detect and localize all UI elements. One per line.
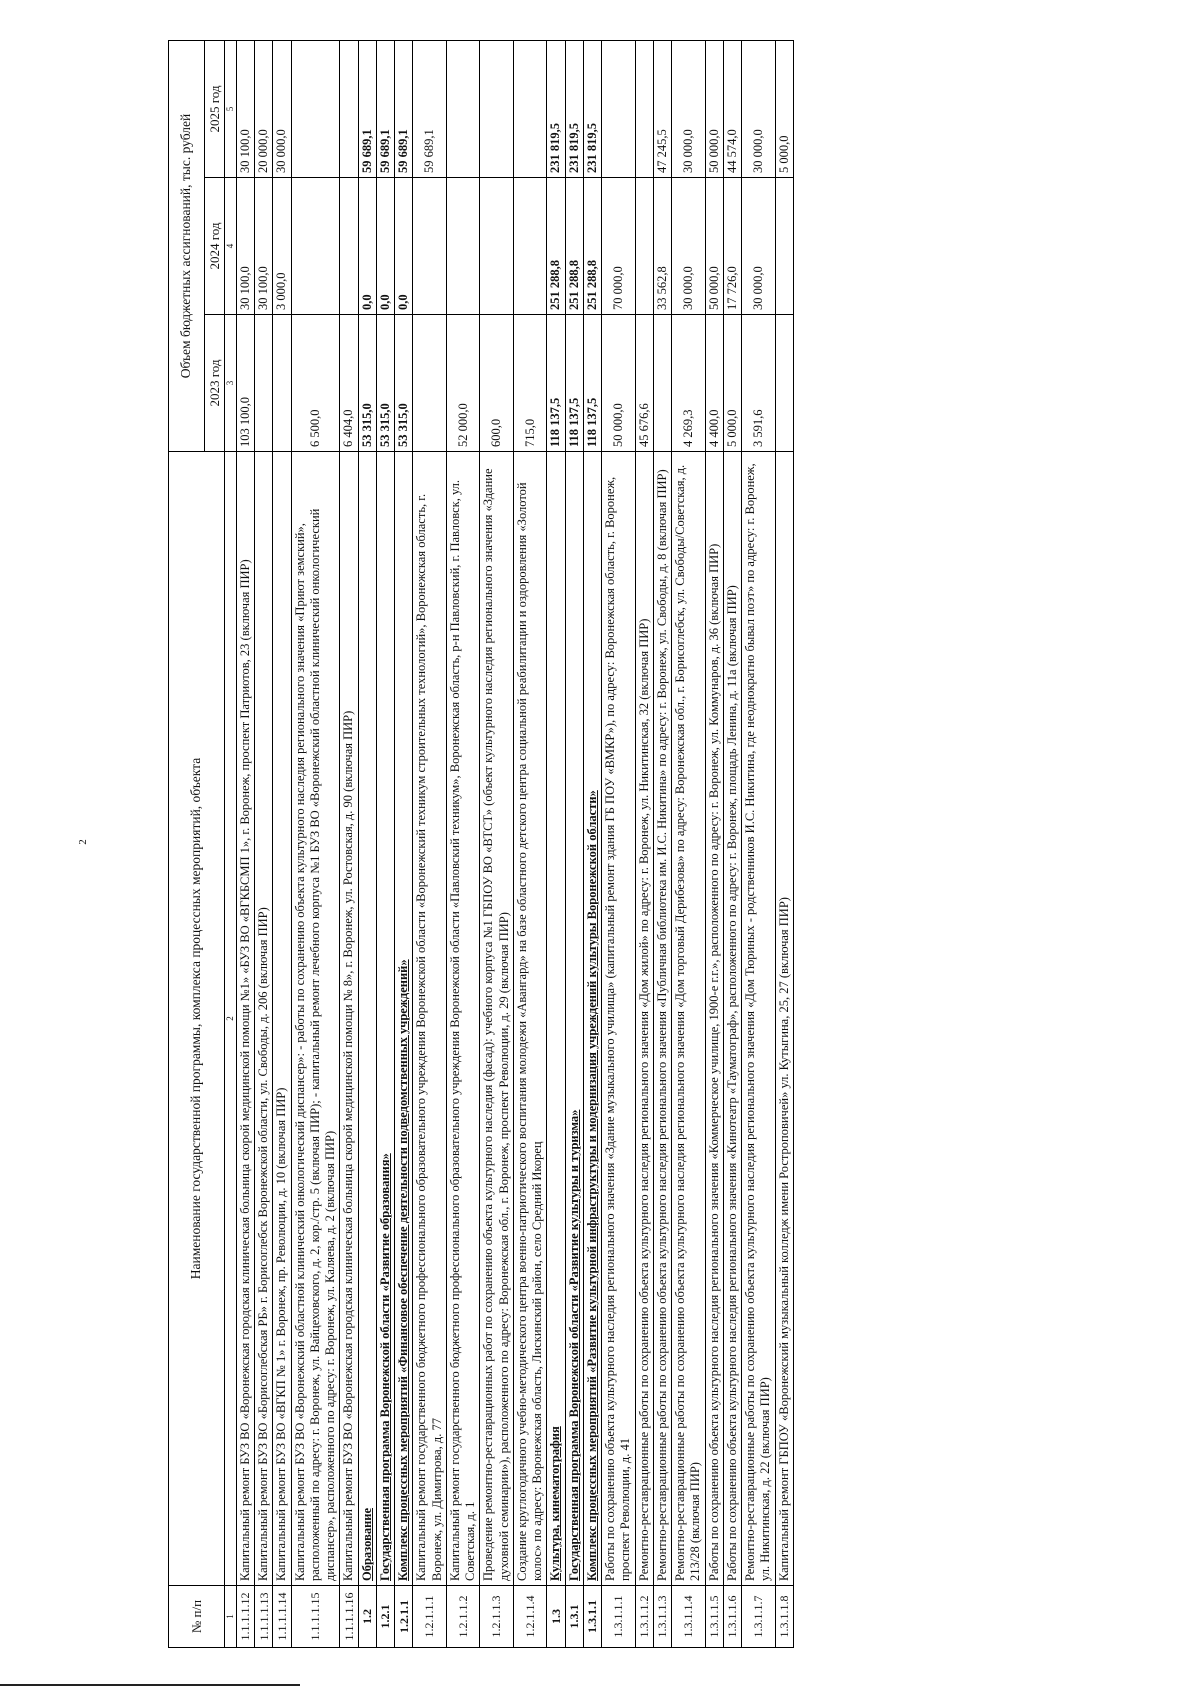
row-value-2024: 0,0 [395, 178, 413, 315]
rotated-page [168, 40, 1068, 1648]
row-value-2025: 30 000,0 [273, 40, 291, 177]
table-row [513, 40, 547, 1647]
row-value-2023: 5 000,0 [723, 315, 741, 452]
table-row [742, 40, 776, 1647]
header-year-2023: 2023 год [205, 315, 225, 452]
row-value-2024: 33 562,8 [653, 178, 671, 315]
row-name: Капитальный ремонт БУЗ ВО «Воронежская городская клиническая больница скорой медицинской помощи № 8», г. Воронеж, ул. Ростовская, д. 90 (включая ПИР) [340, 452, 358, 1586]
row-value-2024 [340, 178, 358, 315]
column-index-row [225, 40, 237, 1647]
row-value-2023 [255, 315, 273, 452]
row-number: 1.3.1.1.6 [723, 1586, 741, 1648]
row-value-2025: 231 819,5 [583, 40, 601, 177]
table-row [446, 40, 480, 1647]
row-value-2023 [775, 315, 793, 452]
table-header [169, 40, 237, 1647]
row-value-2023: 118 137,5 [565, 315, 583, 452]
row-number: 1.2.1.1.3 [480, 1586, 514, 1648]
column-index: 2 [225, 452, 237, 1586]
row-number: 1.3.1.1.2 [635, 1586, 653, 1648]
row-value-2023: 118 137,5 [547, 315, 565, 452]
row-name: Капитальный ремонт государственного бюджетного профессионального образовательного учреждения Воронежской области «Воронежский техникум строительных технологий», Воронежская область, г. Воронеж, ул. Димитрова, д. 77 [413, 452, 447, 1586]
row-value-2024 [480, 178, 514, 315]
row-value-2024: 0,0 [358, 178, 376, 315]
row-name: Проведение ремонтно-реставрационных работ по сохранению объекта культурного наследия (фасад): учебного корпуса №1 ГБПОУ ВО «ВТСТ» (объект культурного наследия регионального значения «Здание духовной семинарии»), расположенного по адресу: Воронежская обл., г. Воронеж, проспект Революции, д. 29 (включая ПИР) [480, 452, 514, 1586]
table-row [723, 40, 741, 1647]
table-row [602, 40, 636, 1647]
row-value-2024: 30 000,0 [742, 178, 776, 315]
row-name: Образование [358, 452, 376, 1586]
row-number: 1.3.1.1.4 [672, 1586, 706, 1648]
row-value-2025 [480, 40, 514, 177]
row-name: Комплекс процессных мероприятий «Развитие культурной инфраструктуры и модернизация учреждений культуры Воронежской области» [583, 452, 601, 1586]
table-body [236, 40, 793, 1647]
table-row [547, 40, 565, 1647]
row-name: Капитальный ремонт государственного бюджетного профессионального образовательного учреждения Воронежской области «Павловский техникум», Воронежская область, р-н Павловский, г. Павловск, ул. Советская, д. 1 [446, 452, 480, 1586]
table-row [705, 40, 723, 1647]
row-number: 1.1.1.1.14 [273, 1586, 291, 1648]
row-name: Государственная программа Воронежской области «Развитие культуры и туризма» [565, 452, 583, 1586]
row-number: 1.3.1.1.7 [742, 1586, 776, 1648]
row-value-2024: 70 000,0 [602, 178, 636, 315]
row-value-2024: 30 100,0 [255, 178, 273, 315]
row-value-2023: 50 000,0 [602, 315, 636, 452]
row-value-2023: 118 137,5 [583, 315, 601, 452]
table-row [775, 40, 793, 1647]
row-value-2025 [513, 40, 547, 177]
row-value-2024: 3 000,0 [273, 178, 291, 315]
row-name: Работы по сохранению объекта культурного наследия регионального значения «Здание музыкального училища» (капитальный ремонт здания ГБ ПОУ «ВМКР»), по адресу: Воронежская область, г. Воронеж, проспект Революции, д. 41 [602, 452, 636, 1586]
row-number: 1.2.1.1.1 [413, 1586, 447, 1648]
row-number: 1.1.1.1.16 [340, 1586, 358, 1648]
column-index: 1 [225, 1586, 237, 1648]
table-row [653, 40, 671, 1647]
row-value-2025: 59 689,1 [413, 40, 447, 177]
row-value-2023: 53 315,0 [376, 315, 394, 452]
row-number: 1.2.1.1.2 [446, 1586, 480, 1648]
row-value-2023: 103 100,0 [236, 315, 254, 452]
row-name: Капитальный ремонт БУЗ ВО «Борисоглебская РБ» г. Борисоглебск Воронежской области, ул. Свободы, д. 206 (включая ПИР) [255, 452, 273, 1586]
row-value-2023 [273, 315, 291, 452]
row-number: 1.2.1.1 [395, 1586, 413, 1648]
table-row [291, 40, 340, 1647]
row-name: Ремонтно-реставрационные работы по сохранению объекта культурного наследия регионального значения «Дом Тюриных - родственников И.С. Никитина, где неоднократно бывал поэт» по адресу: г. Воронеж, ул. Никитинская, д. 22 (включая ПИР) [742, 452, 776, 1586]
row-value-2023: 4 400,0 [705, 315, 723, 452]
row-value-2023: 52 000,0 [446, 315, 480, 452]
row-value-2024 [446, 178, 480, 315]
budget-table [168, 40, 794, 1648]
row-number: 1.2 [358, 1586, 376, 1648]
column-index: 4 [225, 178, 237, 315]
row-name: Ремонтно-реставрационные работы по сохранению объекта культурного наследия регионального значения «Дом торговый Дерибезова» по адресу: Воронежская обл., г. Борисоглебск, ул. Свободы/Советская, д. 213/28 (включая ПИР) [672, 452, 706, 1586]
row-value-2023: 715,0 [513, 315, 547, 452]
table-row [236, 40, 254, 1647]
row-value-2024: 251 288,8 [583, 178, 601, 315]
row-value-2025 [602, 40, 636, 177]
table-row [376, 40, 394, 1647]
table-row [672, 40, 706, 1647]
row-value-2025 [446, 40, 480, 177]
page-number: 2 [76, 839, 89, 845]
header-year-2025: 2025 год [205, 40, 225, 177]
header-name: Наименование государственной программы, комплекса процессных мероприятий, объекта [169, 452, 225, 1586]
row-number: 1.3 [547, 1586, 565, 1648]
row-value-2025: 20 000,0 [255, 40, 273, 177]
row-number: 1.3.1.1.8 [775, 1586, 793, 1648]
row-value-2025: 50 000,0 [705, 40, 723, 177]
row-value-2025: 5 000,0 [775, 40, 793, 177]
row-value-2025: 231 819,5 [547, 40, 565, 177]
row-value-2025: 59 689,1 [395, 40, 413, 177]
row-name: Работы по сохранению объекта культурного наследия регионального значения «Кинотеатр «Тауматограф», расположенного по адресу: г. Воронеж, площадь Ленина, д. 11а (включая ПИР) [723, 452, 741, 1586]
row-value-2024: 251 288,8 [565, 178, 583, 315]
row-name: Работы по сохранению объекта культурного наследия регионального значения «Коммерческое училище, 1900-е г.г.», расположенного по адресу: г. Воронеж, ул. Коммунаров, д. 36 (включая ПИР) [705, 452, 723, 1586]
row-number: 1.3.1 [565, 1586, 583, 1648]
header-volume: Объем бюджетных ассигнований, тыс. рублей [169, 40, 205, 451]
row-number: 1.2.1 [376, 1586, 394, 1648]
header-num: № п/п [169, 1586, 225, 1648]
row-value-2025: 30 000,0 [672, 40, 706, 177]
row-value-2024 [635, 178, 653, 315]
row-number: 1.1.1.1.13 [255, 1586, 273, 1648]
row-value-2023: 53 315,0 [358, 315, 376, 452]
row-value-2023: 53 315,0 [395, 315, 413, 452]
row-number: 1.3.1.1.1 [602, 1586, 636, 1648]
row-value-2024: 30 000,0 [672, 178, 706, 315]
table-row [565, 40, 583, 1647]
row-value-2024 [513, 178, 547, 315]
row-value-2024 [775, 178, 793, 315]
row-name: Государственная программа Воронежской области «Развитие образования» [376, 452, 394, 1586]
row-value-2025 [340, 40, 358, 177]
table-row [340, 40, 358, 1647]
row-value-2024 [413, 178, 447, 315]
row-name: Комплекс процессных мероприятий «Финансовое обеспечение деятельности подведомственных учреждений» [395, 452, 413, 1586]
row-name: Капитальный ремонт ГБПОУ «Воронежский музыкальный колледж имени Ростроповичей» ул. Кутыгина, 25, 27 (включая ПИР) [775, 452, 793, 1586]
row-value-2025: 59 689,1 [376, 40, 394, 177]
column-index: 3 [225, 315, 237, 452]
row-number: 1.3.1.1.3 [653, 1586, 671, 1648]
row-value-2025 [291, 40, 340, 177]
row-name: Капитальный ремонт БУЗ ВО «ВГКП № 1» г. Воронеж, пр. Революции, д. 10 (включая ПИР) [273, 452, 291, 1586]
row-value-2023 [413, 315, 447, 452]
row-value-2025: 47 245,5 [653, 40, 671, 177]
row-name: Культура, кинематография [547, 452, 565, 1586]
row-name: Ремонтно-реставрационные работы по сохранению объекта культурного наследия регионального значения «Дом жилой» по адресу: г. Воронеж, ул. Никитинская, 32 (включая ПИР) [635, 452, 653, 1586]
table-row [583, 40, 601, 1647]
row-value-2023: 45 676,6 [635, 315, 653, 452]
row-number: 1.3.1.1 [583, 1586, 601, 1648]
scan-edge [0, 1684, 300, 1686]
row-value-2025: 44 574,0 [723, 40, 741, 177]
row-value-2025: 30 100,0 [236, 40, 254, 177]
row-value-2023: 6 404,0 [340, 315, 358, 452]
row-value-2024: 50 000,0 [705, 178, 723, 315]
row-name: Создание круглогодичного учебно-методического центра военно-патриотического воспитания молодежи «Авангард» на базе областного детского центра социальной реабилитации и оздоровления «Золотой колос» по адресу: Воронежская область, Лискинский район, село Средний Икорец [513, 452, 547, 1586]
header-year-2024: 2024 год [205, 178, 225, 315]
row-value-2025: 231 819,5 [565, 40, 583, 177]
column-index: 5 [225, 40, 237, 177]
table-row [255, 40, 273, 1647]
table-row [395, 40, 413, 1647]
row-value-2024: 17 726,0 [723, 178, 741, 315]
table-row [358, 40, 376, 1647]
row-value-2024: 0,0 [376, 178, 394, 315]
row-value-2025: 59 689,1 [358, 40, 376, 177]
table-row [480, 40, 514, 1647]
table-row [413, 40, 447, 1647]
row-value-2023: 6 500,0 [291, 315, 340, 452]
table-row [273, 40, 291, 1647]
row-name: Капитальный ремонт БУЗ ВО «Воронежский областной клинический онкологический диспансер»: - работы по сохранению объекта культурного наследия регионального значения «Приют земский», расположенный по адресу: г. Воронеж, ул. Вайцеховского, д. 2, кор./стр. 5 (включая ПИР); - капитальный ремонт лечебного корпуса №1 БУЗ ВО «Воронежский областной клинический онкологический диспансер», расположенного по адресу: г. Воронеж, ул. Каляева, д. 2 (включая ПИР) [291, 452, 340, 1586]
row-number: 1.1.1.1.15 [291, 1586, 340, 1648]
row-value-2023: 600,0 [480, 315, 514, 452]
row-value-2023 [653, 315, 671, 452]
row-value-2023: 4 269,3 [672, 315, 706, 452]
row-number: 1.1.1.1.12 [236, 1586, 254, 1648]
row-value-2025: 30 000,0 [742, 40, 776, 177]
row-name: Капитальный ремонт БУЗ ВО «Воронежская городская клиническая больница скорой медицинской помощи №1» «БУЗ ВО «ВГКБСМП 1», г. Воронеж, проспект Патриотов, 23 (включая ПИР) [236, 452, 254, 1586]
row-name: Ремонтно-реставрационные работы по сохранению объекта культурного наследия регионального значения «Публичная библиотека им. И.С. Никитина» по адресу: г. Воронеж, ул. Свободы, д. 8 (включая ПИР) [653, 452, 671, 1586]
row-value-2024: 30 100,0 [236, 178, 254, 315]
table-row [635, 40, 653, 1647]
row-value-2024 [291, 178, 340, 315]
row-number: 1.2.1.1.4 [513, 1586, 547, 1648]
row-value-2025 [635, 40, 653, 177]
row-value-2023: 3 591,6 [742, 315, 776, 452]
row-value-2024: 251 288,8 [547, 178, 565, 315]
row-number: 1.3.1.1.5 [705, 1586, 723, 1648]
